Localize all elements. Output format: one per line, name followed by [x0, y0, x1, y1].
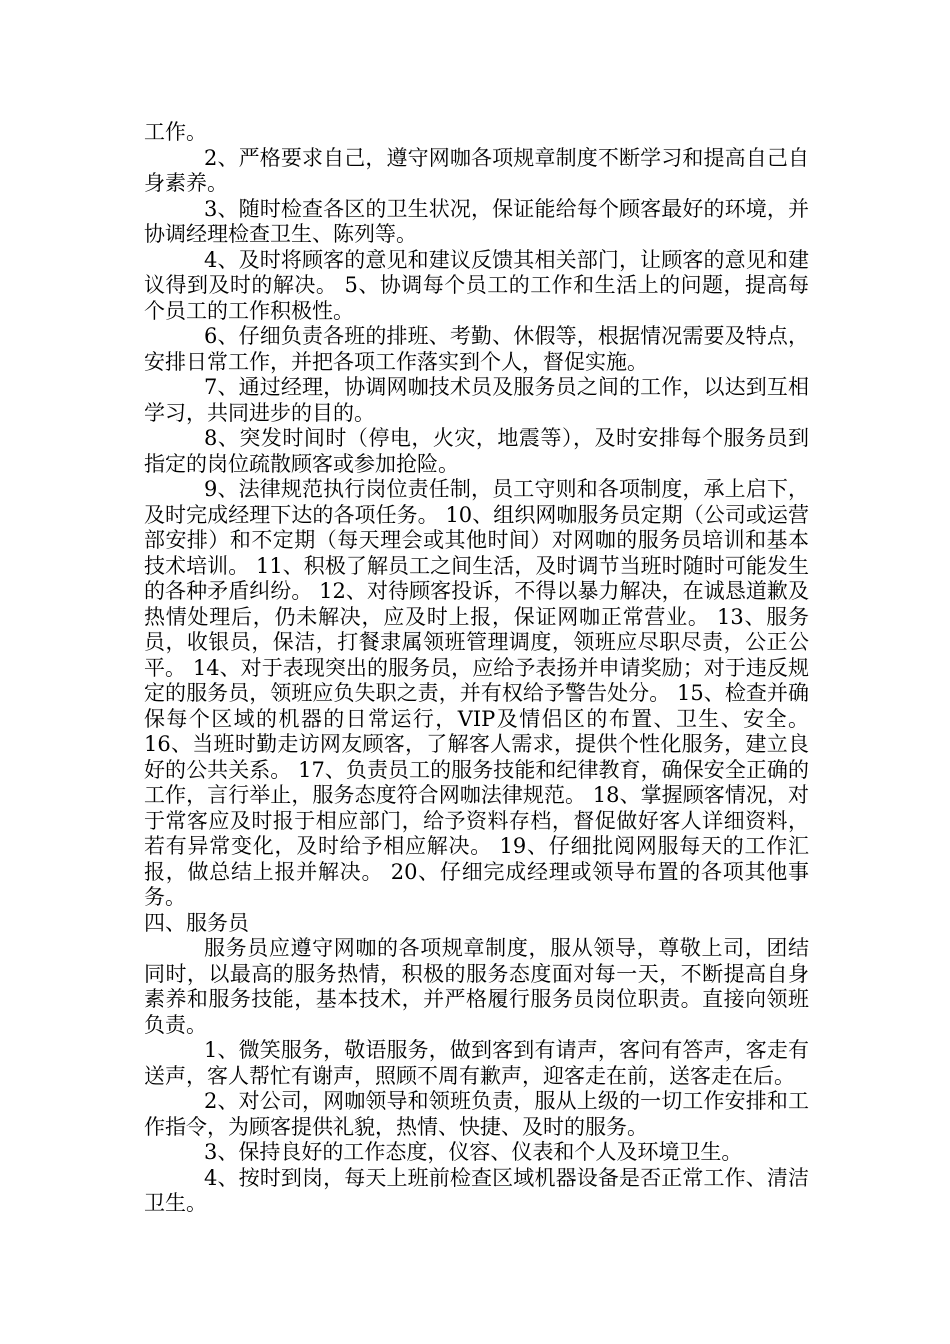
paragraph-10: 服务员应遵守网咖的各项规章制度，服从领导，尊敬上司，团结同时，以最高的服务热情，积极的服务态度面对每一天，不断提高自身素养和服务技能，基本技术，并严格履行服务员岗位职责。直接向领班负责。 [144, 936, 809, 1037]
paragraph-14: 4、按时到岗，每天上班前检查区域机器设备是否正常工作、清洁卫生。 [144, 1165, 809, 1215]
paragraph-8: 9、法律规范执行岗位责任制，员工守则和各项制度，承上启下，及时完成经理下达的各项任务。 10、组织网咖服务员定期（公司或运营部安排）和不定期（每天理会或其他时间）对网咖的服务员培训和基本技术培训。 11、积极了解员工之间生活，及时调节当班时随时可能发生的各种矛盾纠纷。 12、对待顾客投诉，不得以暴力解决，在诚恳道歉及热情处理后，仍未解决，应及时上报，保证网咖正常营业。 13、服务员，收银员，保洁，打餐隶属领班管理调度，领班应尽职尽责，公正公平。 14、对于表现突出的服务员，应给予表扬并申请奖励；对于违反规定的服务员，领班应负失职之责，并有权给予警告处分。 15、检查并确保每个区域的机器的日常运行，VIP及情侣区的布置、卫生、安全。 16、当班时勤走访网友顾客，了解客人需求，提供个性化服务，建立良好的公共关系。 17、负责员工的服务技能和纪律教育，确保安全正确的工作，言行举止，服务态度符合网咖法律规范。 18、掌握顾客情况，对于常客应及时报于相应部门，给予资料存档，督促做好客人详细资料，若有异常变化，及时给予相应解决。 19、仔细批阅网服每天的工作汇报，做总结上报并解决。 20、仔细完成经理或领导布置的各项其他事务。 [144, 477, 809, 909]
document-body [144, 120, 809, 1217]
paragraph-12: 2、对公司，网咖领导和领班负责，服从上级的一切工作安排和工作指令，为顾客提供礼貌，热情、快捷、及时的服务。 [144, 1089, 809, 1139]
paragraph-4: 4、及时将顾客的意见和建议反馈其相关部门，让顾客的意见和建议得到及时的解决。 5、协调每个员工的工作和生活上的问题，提高每个员工的工作积极性。 [144, 247, 809, 323]
paragraph-5: 6、仔细负责各班的排班、考勤、休假等，根据情况需要及特点，安排日常工作，并把各项工作落实到个人，督促实施。 [144, 324, 809, 374]
paragraph-13: 3、保持良好的工作态度，仪容、仪表和个人及环境卫生。 [204, 1140, 743, 1164]
section-heading: 四、服务员 [144, 910, 249, 935]
paragraph-7: 8、突发时间时（停电，火灾，地震等），及时安排每个服务员到指定的岗位疏散顾客或参加抢险。 [144, 426, 809, 476]
paragraph-1: 工作。 [144, 120, 207, 144]
paragraph-6: 7、通过经理，协调网咖技术员及服务员之间的工作，以达到互相学习，共同进步的目的。 [144, 375, 809, 425]
paragraph-11: 1、微笑服务，敬语服务，做到客到有请声，客问有答声，客走有送声，客人帮忙有谢声，照顾不周有歉声，迎客走在前，送客走在后。 [144, 1038, 809, 1088]
paragraph-3: 3、随时检查各区的卫生状况，保证能给每个顾客最好的环境，并协调经理检查卫生、陈列等。 [144, 196, 809, 246]
paragraph-2: 2、严格要求自己，遵守网咖各项规章制度不断学习和提高自己自身素养。 [144, 145, 809, 195]
